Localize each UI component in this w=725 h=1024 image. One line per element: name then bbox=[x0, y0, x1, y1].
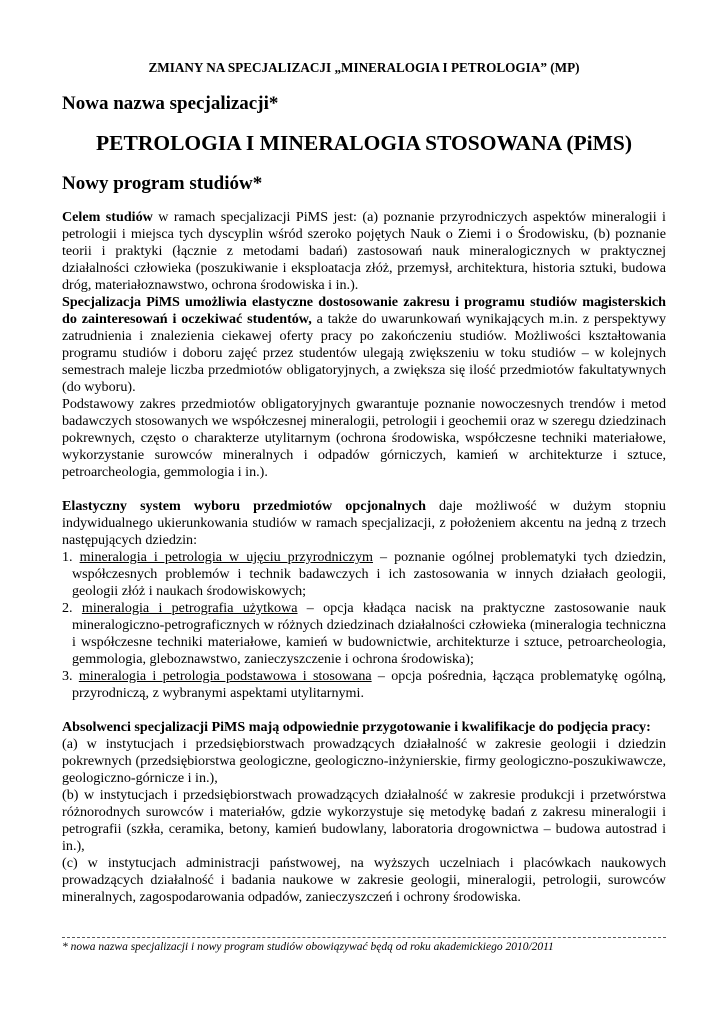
specialization-title: PETROLOGIA I MINERALOGIA STOSOWANA (PiMS) bbox=[96, 131, 632, 155]
list-item: 3. mineralogia i petrologia podstawowa i stosowana – opcja pośrednia, łącząca problematykę ogólną, przyrodniczą, z wybranymi aspektami utylitarnymi. bbox=[62, 668, 666, 701]
flexibility-paragraph bbox=[62, 294, 666, 396]
elective-intro-text: daje możliwość w dużym stopniu indywidualnego ukierunkowania studiów w ramach specjalizacji, z położeniem akcentu na jedną z trzech następujących dziedzin: bbox=[62, 498, 666, 548]
footnote-divider bbox=[62, 937, 666, 938]
graduates-item-c: (c) w instytucjach administracji państwowej, na wyższych uczelniach i placówkach naukowych prowadzących działalność i badania naukowe w zakresie geologii, mineralogii, petrologii, surowców mineralnych, zagospodarowania odpadów, zanieczyszczeń i ochrony środowiska. bbox=[62, 855, 666, 905]
graduates-item-a: (a) w instytucjach i przedsiębiorstwach prowadzących działalność w zakresie geologii i dziedzin pokrewnych (przedsiębiorstwa geologiczne, geologiczno-inżynierskie, firmy geologiczno-poszukiwawcze, geologiczno-górnicze i in.), bbox=[62, 736, 666, 786]
new-name-heading: Nowa nazwa specjalizacji* bbox=[62, 93, 279, 114]
goal-paragraph bbox=[62, 209, 666, 294]
option-list bbox=[62, 549, 666, 702]
new-program-heading: Nowy program studiów* bbox=[62, 173, 263, 194]
elective-intro-bold: Elastyczny system wyboru przedmiotów opcjonalnych bbox=[62, 498, 426, 514]
flexibility-bold: Specjalizacja PiMS umożliwia elastyczne dostosowanie zakresu i programu studiów magisterskich do zainteresowań i oczekiwać studentów, bbox=[62, 294, 666, 327]
top-heading: ZMIANY NA SPECJALIZACJI „MINERALOGIA I PETROLOGIA” (MP) bbox=[148, 60, 580, 75]
list-item: 1. mineralogia i petrologia w ujęciu przyrodniczym – poznanie ogólnej problematyki tych dziedzin, współczesnych problemów i technik badawczych i ich zastosowania w innych działach geologii, geologii złóż i naukach środowiskowych; bbox=[62, 549, 666, 599]
option-name: mineralogia i petrologia w ujęciu przyrodniczym bbox=[79, 549, 373, 565]
footnote: * nowa nazwa specjalizacji i nowy program studiów obowiązywać będą od roku akademickiego 2010/2011 bbox=[62, 941, 554, 953]
goal-bold: Celem studiów bbox=[62, 209, 153, 225]
graduates-heading: Absolwenci specjalizacji PiMS mają odpowiednie przygotowanie i kwalifikacje do podjęcia pracy: bbox=[62, 719, 651, 735]
flexibility-text: a także do uwarunkowań wynikających m.in. z perspektywy zatrudnienia i znalezienia ciekawej oferty pracy po zakończeniu studiów. Możliwości kształtowania programu studiów i doboru zajęć przez studentów ulegają zwiększeniu w toku studiów – w kolejnych semestrach maleje liczba przedmiotów obligatoryjnych, a zwiększa się ilość przedmiotów fakultatywnych (do wyboru). bbox=[62, 311, 666, 395]
goal-text: w ramach specjalizacji PiMS jest: (a) poznanie przyrodniczych aspektów mineralogii i petrologii i miejsca tych dyscyplin wśród szeroko pojętych Nauk o Ziemi i o Środowisku, (b) poznanie teorii i praktyki (łącznie z metodami badań) zastosowań nauk mineralogicznych w praktycznej działalności człowieka (poszukiwanie i eksploatacja złóż, przemysł, architektura, historia sztuki, budowa dróg, materiałoznawstwo, ochrona środowiska i in.). bbox=[62, 209, 666, 293]
option-name: mineralogia i petrologia podstawowa i stosowana bbox=[78, 668, 372, 684]
document-page bbox=[62, 60, 666, 906]
graduates-item-b: (b) w instytucjach i przedsiębiorstwach prowadzących działalność w zakresie produkcji i przetwórstwa różnorodnych surowców i materiałów, gdzie wykorzystuje się metodykę badań z zakresu mineralogii i petrografii (szkła, ceramika, betony, kamień budowlany, laboratoria drogownictwa – budowa autostrad i in.), bbox=[62, 787, 666, 854]
basic-scope-paragraph: Podstawowy zakres przedmiotów obligatoryjnych gwarantuje poznanie nowoczesnych trendów i metod badawczych stosowanych we współczesnej mineralogii, petrologii i geochemii oraz w szeregu dziedzinach pokrewnych, często o charakterze utylitarnym (ochrona środowiska, współczesne techniki materiałowe, wykorzystanie surowców mineralnych i odpadów górniczych, kamień w architekturze i sztuce, petroarcheologia, gemmologia i in.). bbox=[62, 396, 666, 480]
list-item: 2. mineralogia i petrografia użytkowa – opcja kładąca nacisk na praktyczne zastosowanie nauk mineralogiczno-petrograficznych w różnych dziedzinach działalności człowieka (mineralogia techniczna i współczesne techniki materiałowe, kamień w budownictwie, architekturze i sztuce, petroarcheologia, gemmologia, gleboznawstwo, zanieczyszczenie i ochrona środowiska); bbox=[62, 600, 667, 667]
elective-intro-paragraph bbox=[62, 498, 666, 549]
option-name: mineralogia i petrografia użytkowa bbox=[81, 600, 298, 616]
